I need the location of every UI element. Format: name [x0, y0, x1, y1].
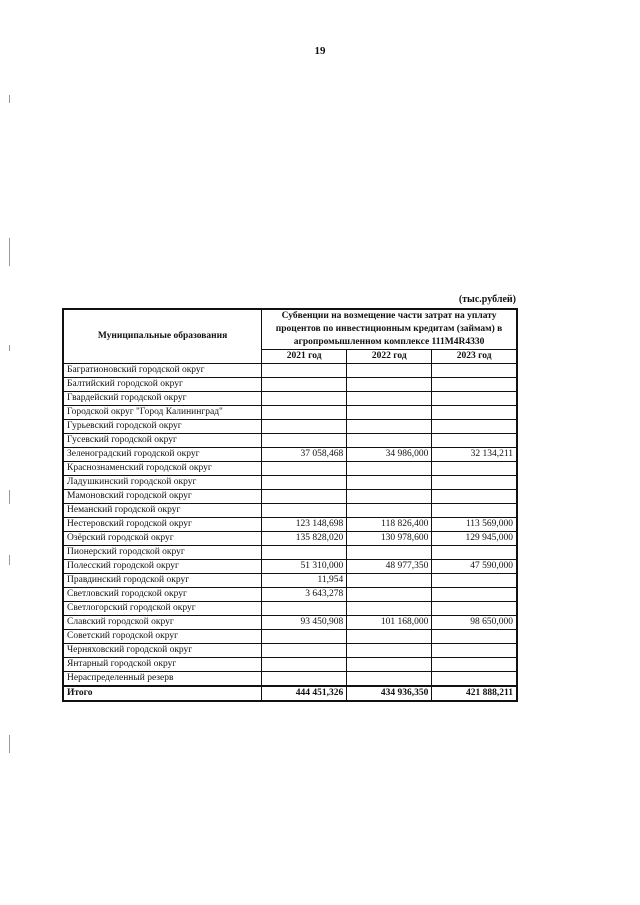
value-2023: 129 945,000 — [432, 532, 517, 546]
municipality-name: Мамоновский городской округ — [63, 490, 262, 504]
value-2021 — [262, 630, 347, 644]
value-2021 — [262, 364, 347, 378]
municipality-name: Гурьевский городской округ — [63, 420, 262, 434]
value-2021 — [262, 644, 347, 658]
margin-mark — [9, 555, 10, 565]
table-row — [63, 406, 517, 420]
value-2023 — [432, 574, 517, 588]
table-row — [63, 532, 517, 546]
value-2023 — [432, 672, 517, 687]
table-row — [63, 434, 517, 448]
value-2022 — [347, 378, 432, 392]
municipality-name: Черняховский городской округ — [63, 644, 262, 658]
value-2023: 32 134,211 — [432, 448, 517, 462]
value-2023 — [432, 462, 517, 476]
value-2021: 3 643,278 — [262, 588, 347, 602]
value-2021: 123 148,698 — [262, 518, 347, 532]
total-row — [63, 686, 517, 701]
value-2023 — [432, 644, 517, 658]
margin-mark — [9, 238, 10, 266]
value-2023 — [432, 476, 517, 490]
value-2021 — [262, 420, 347, 434]
value-2021: 37 058,468 — [262, 448, 347, 462]
margin-mark — [9, 95, 10, 103]
units-label: (тыс.рублей) — [458, 294, 516, 305]
year-header: 2023 год — [432, 350, 517, 364]
page-number: 19 — [314, 45, 326, 57]
value-2021 — [262, 602, 347, 616]
value-2021 — [262, 672, 347, 687]
table-row — [63, 574, 517, 588]
value-2023: 113 569,000 — [432, 518, 517, 532]
value-2023 — [432, 658, 517, 672]
margin-mark — [9, 490, 10, 504]
value-2023 — [432, 378, 517, 392]
municipality-name: Озёрский городской округ — [63, 532, 262, 546]
value-2023 — [432, 490, 517, 504]
municipality-name: Советский городской округ — [63, 630, 262, 644]
municipality-name: Правдинский городской округ — [63, 574, 262, 588]
value-2023 — [432, 364, 517, 378]
value-2023 — [432, 602, 517, 616]
municipality-name: Славский городской округ — [63, 616, 262, 630]
value-2023 — [432, 406, 517, 420]
table-row — [63, 658, 517, 672]
margin-mark — [9, 345, 10, 351]
year-header: 2022 год — [347, 350, 432, 364]
value-2021 — [262, 658, 347, 672]
municipality-name: Пионерский городской округ — [63, 546, 262, 560]
table-row — [63, 392, 517, 406]
value-2023 — [432, 546, 517, 560]
value-2022 — [347, 644, 432, 658]
table-row — [63, 518, 517, 532]
value-2021: 11,954 — [262, 574, 347, 588]
table-row — [63, 364, 517, 378]
table-row — [63, 630, 517, 644]
value-2023 — [432, 434, 517, 448]
value-2023: 47 590,000 — [432, 560, 517, 574]
value-2021 — [262, 406, 347, 420]
table-row — [63, 420, 517, 434]
table-row — [63, 560, 517, 574]
value-2022 — [347, 602, 432, 616]
value-2023: 98 650,000 — [432, 616, 517, 630]
total-label: Итого — [63, 686, 262, 701]
value-2022 — [347, 392, 432, 406]
subsidy-table — [62, 308, 518, 702]
municipality-name: Багратионовский городской округ — [63, 364, 262, 378]
margin-mark — [9, 735, 10, 753]
municipality-name: Зеленоградский городской округ — [63, 448, 262, 462]
year-header: 2021 год — [262, 350, 347, 364]
value-2021: 93 450,908 — [262, 616, 347, 630]
table-row — [63, 448, 517, 462]
table-row — [63, 462, 517, 476]
municipality-name: Светловский городской округ — [63, 588, 262, 602]
value-2023 — [432, 392, 517, 406]
municipality-name: Янтарный городской округ — [63, 658, 262, 672]
value-2022: 48 977,350 — [347, 560, 432, 574]
municipality-name: Нестеровский городской округ — [63, 518, 262, 532]
municipality-name: Нераспределенный резерв — [63, 672, 262, 687]
municipality-name: Балтийский городской округ — [63, 378, 262, 392]
value-2021: 51 310,000 — [262, 560, 347, 574]
value-2022 — [347, 672, 432, 687]
municipality-name: Полесский городской округ — [63, 560, 262, 574]
value-2022 — [347, 490, 432, 504]
value-2023 — [432, 420, 517, 434]
municipality-name: Светлогорский городской округ — [63, 602, 262, 616]
value-2021 — [262, 462, 347, 476]
table-row — [63, 644, 517, 658]
value-2022 — [347, 406, 432, 420]
value-2022 — [347, 420, 432, 434]
municipality-name: Гвардейский городской округ — [63, 392, 262, 406]
value-2023 — [432, 588, 517, 602]
value-2022 — [347, 588, 432, 602]
municipality-name: Краснознаменский городской округ — [63, 462, 262, 476]
value-2021 — [262, 434, 347, 448]
table-row — [63, 546, 517, 560]
value-2022 — [347, 574, 432, 588]
value-2021 — [262, 392, 347, 406]
municipal-header: Муниципальные образования — [63, 309, 262, 364]
value-2023 — [432, 504, 517, 518]
table-row — [63, 504, 517, 518]
table-header-row — [63, 309, 517, 350]
total-2023: 421 888,211 — [432, 686, 517, 701]
value-2022 — [347, 546, 432, 560]
value-2022 — [347, 364, 432, 378]
table-row — [63, 490, 517, 504]
value-2021: 135 828,020 — [262, 532, 347, 546]
table-row — [63, 672, 517, 687]
value-2021 — [262, 504, 347, 518]
value-2022 — [347, 434, 432, 448]
municipality-name: Городской округ "Город Калининград" — [63, 406, 262, 420]
table-row — [63, 378, 517, 392]
value-2021 — [262, 490, 347, 504]
table-row — [63, 602, 517, 616]
value-2021 — [262, 546, 347, 560]
value-2022 — [347, 504, 432, 518]
table-row — [63, 616, 517, 630]
value-2021 — [262, 476, 347, 490]
table-row — [63, 588, 517, 602]
municipality-name: Ладушкинский городской округ — [63, 476, 262, 490]
value-2022: 101 168,000 — [347, 616, 432, 630]
value-2022 — [347, 476, 432, 490]
value-2022: 118 826,400 — [347, 518, 432, 532]
value-2022 — [347, 462, 432, 476]
value-2021 — [262, 378, 347, 392]
value-2022: 130 978,600 — [347, 532, 432, 546]
value-2022: 34 986,000 — [347, 448, 432, 462]
subsidy-header: Субвенции на возмещение части затрат на уплату процентов по инвестиционным кредитам (займам) в агропромышленном комплексе 111М4R4330 — [262, 309, 517, 350]
value-2023 — [432, 630, 517, 644]
municipality-name: Неманский городской округ — [63, 504, 262, 518]
value-2022 — [347, 630, 432, 644]
municipality-name: Гусевский городской округ — [63, 434, 262, 448]
value-2022 — [347, 658, 432, 672]
total-2021: 444 451,326 — [262, 686, 347, 701]
table-row — [63, 476, 517, 490]
total-2022: 434 936,350 — [347, 686, 432, 701]
